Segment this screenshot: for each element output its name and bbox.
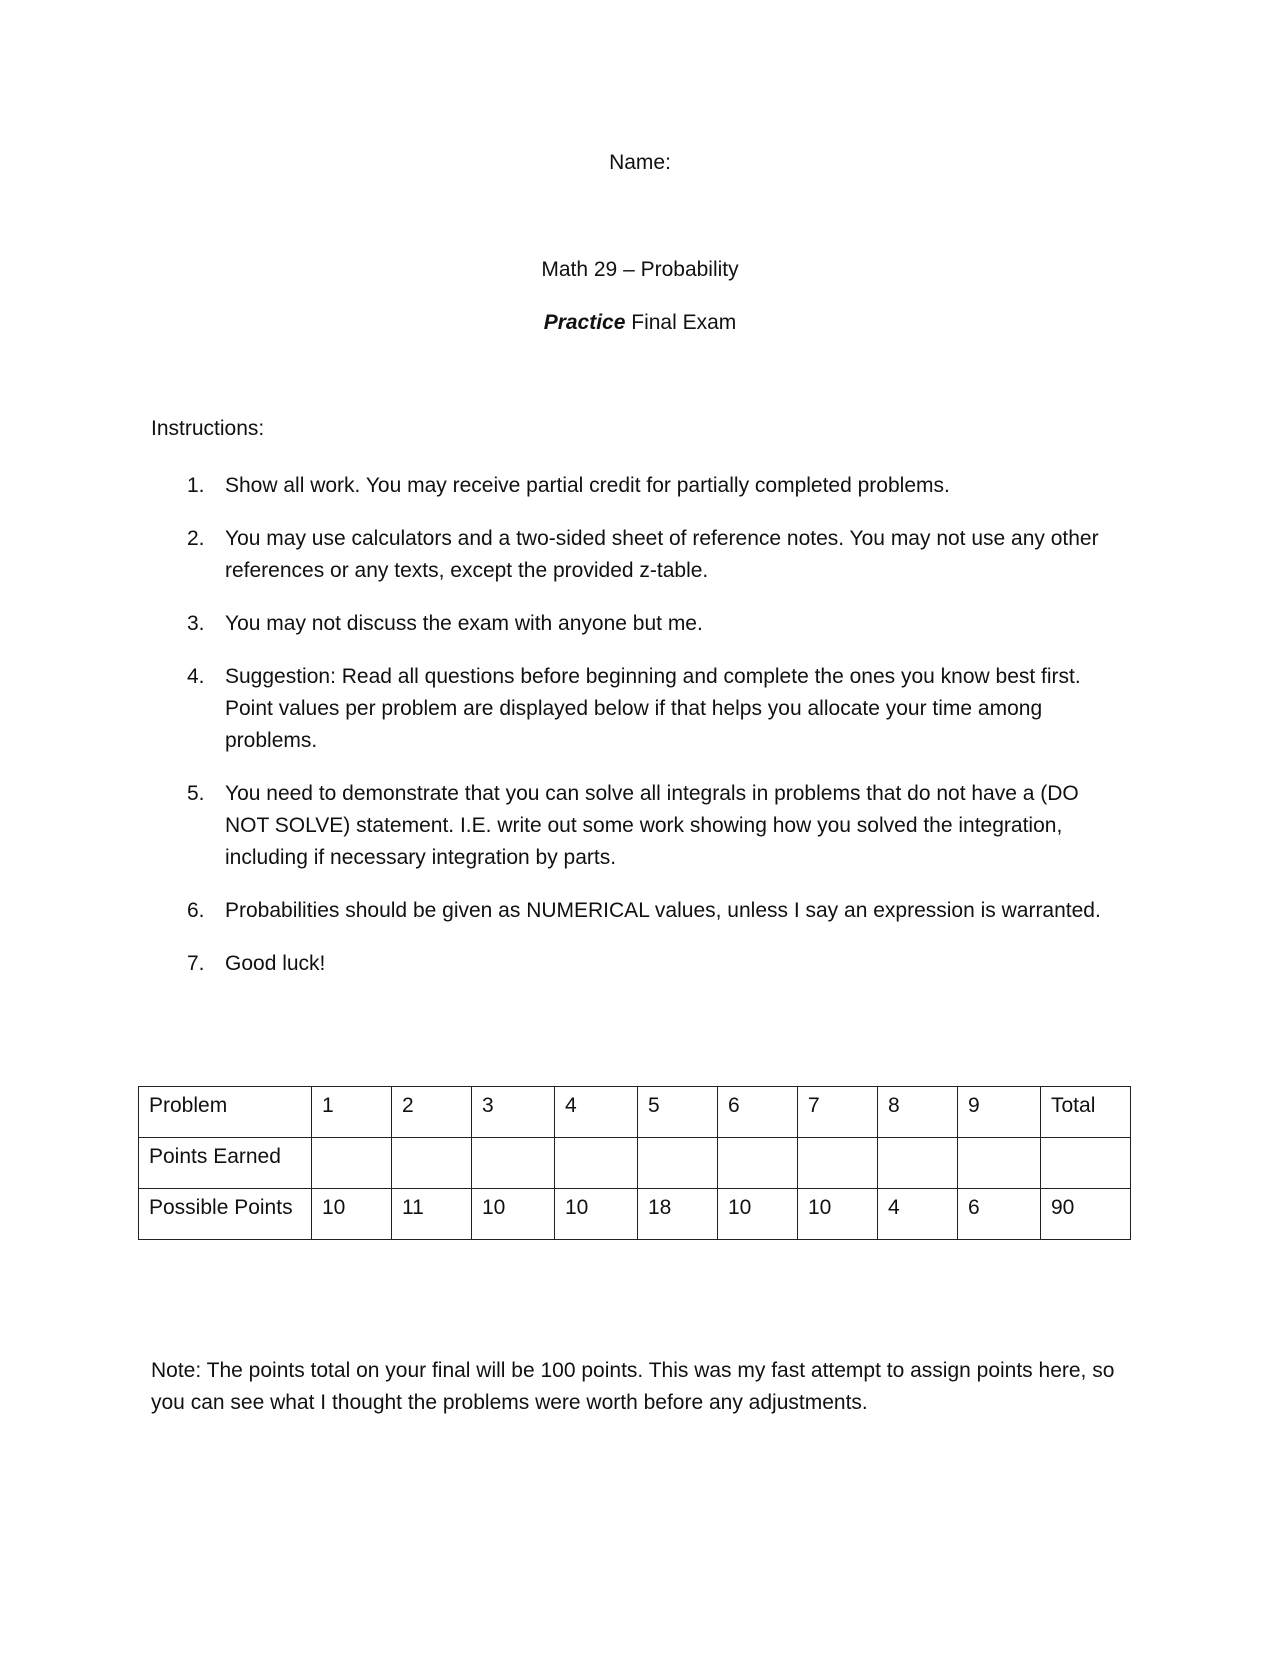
instruction-number: 5. [187, 782, 205, 805]
exam-title [0, 311, 1280, 335]
instruction-item [151, 523, 1111, 587]
possible-points-cell: 10 [718, 1189, 798, 1240]
instruction-text: Good luck! [225, 952, 326, 975]
instruction-number: 7. [187, 952, 205, 975]
instruction-item [151, 608, 1111, 640]
points-earned-cell [555, 1138, 638, 1189]
possible-points-cell: 10 [312, 1189, 392, 1240]
instruction-item [151, 470, 1111, 502]
row-label-possible-points: Possible Points [139, 1189, 312, 1240]
instruction-text: You need to demonstrate that you can solve all integrals in problems that do not have a (DO NOT SOLVE) statement. I.E. write out some work showing how you solved the integration, including if necessary integration by parts. [225, 782, 1079, 869]
possible-points-cell: 10 [555, 1189, 638, 1240]
instructions-list [151, 470, 1111, 1001]
total-header-cell: Total [1041, 1087, 1131, 1138]
instruction-item [151, 661, 1111, 757]
points-earned-cell [718, 1138, 798, 1189]
possible-points-cell: 11 [392, 1189, 472, 1240]
points-earned-cell [878, 1138, 958, 1189]
instruction-item [151, 778, 1111, 874]
instruction-text: Probabilities should be given as NUMERICAL values, unless I say an expression is warranted. [225, 899, 1101, 922]
instruction-number: 6. [187, 899, 205, 922]
problem-number-cell: 8 [878, 1087, 958, 1138]
table-row-problem [139, 1087, 1131, 1138]
table-row-possible-points [139, 1189, 1131, 1240]
points-earned-cell [312, 1138, 392, 1189]
instruction-text: Show all work. You may receive partial credit for partially completed problems. [225, 474, 950, 497]
instruction-item [151, 948, 1111, 980]
problem-number-cell: 3 [472, 1087, 555, 1138]
row-label-problem: Problem [139, 1087, 312, 1138]
possible-points-cell: 10 [798, 1189, 878, 1240]
possible-points-cell: 18 [638, 1189, 718, 1240]
possible-points-cell: 10 [472, 1189, 555, 1240]
instruction-item [151, 895, 1111, 927]
points-earned-cell [638, 1138, 718, 1189]
row-label-points-earned: Points Earned [139, 1138, 312, 1189]
instructions-heading: Instructions: [151, 417, 265, 440]
course-title: Math 29 – Probability [541, 258, 739, 281]
exam-title-rest: Final Exam [625, 311, 737, 334]
problem-number-cell: 2 [392, 1087, 472, 1138]
possible-points-cell: 4 [878, 1189, 958, 1240]
name-label: Name: [609, 151, 671, 174]
possible-points-cell: 6 [958, 1189, 1041, 1240]
instruction-number: 1. [187, 474, 205, 497]
problem-number-cell: 1 [312, 1087, 392, 1138]
points-note: Note: The points total on your final will be 100 points. This was my fast attempt to assign points here, so you can see what I thought the problems were worth before any adjustments. [151, 1359, 1115, 1414]
problem-number-cell: 5 [638, 1087, 718, 1138]
table-row-points-earned [139, 1138, 1131, 1189]
possible-points-total-cell: 90 [1041, 1189, 1131, 1240]
problem-number-cell: 6 [718, 1087, 798, 1138]
instruction-text: You may use calculators and a two-sided sheet of reference notes. You may not use any other references or any texts, except the provided z-table. [225, 527, 1099, 582]
instruction-number: 4. [187, 665, 205, 688]
instruction-number: 3. [187, 612, 205, 635]
problem-number-cell: 7 [798, 1087, 878, 1138]
points-table [138, 1086, 1131, 1240]
points-earned-cell [472, 1138, 555, 1189]
points-earned-cell [392, 1138, 472, 1189]
instruction-text: Suggestion: Read all questions before beginning and complete the ones you know best first. Point values per problem are displayed below if that helps you allocate your time among problems. [225, 665, 1081, 752]
instruction-text: You may not discuss the exam with anyone but me. [225, 612, 703, 635]
problem-number-cell: 9 [958, 1087, 1041, 1138]
points-earned-cell [958, 1138, 1041, 1189]
instruction-number: 2. [187, 527, 205, 550]
problem-number-cell: 4 [555, 1087, 638, 1138]
points-earned-cell [798, 1138, 878, 1189]
exam-title-emphasis: Practice [543, 311, 626, 334]
points-earned-total-cell [1041, 1138, 1131, 1189]
